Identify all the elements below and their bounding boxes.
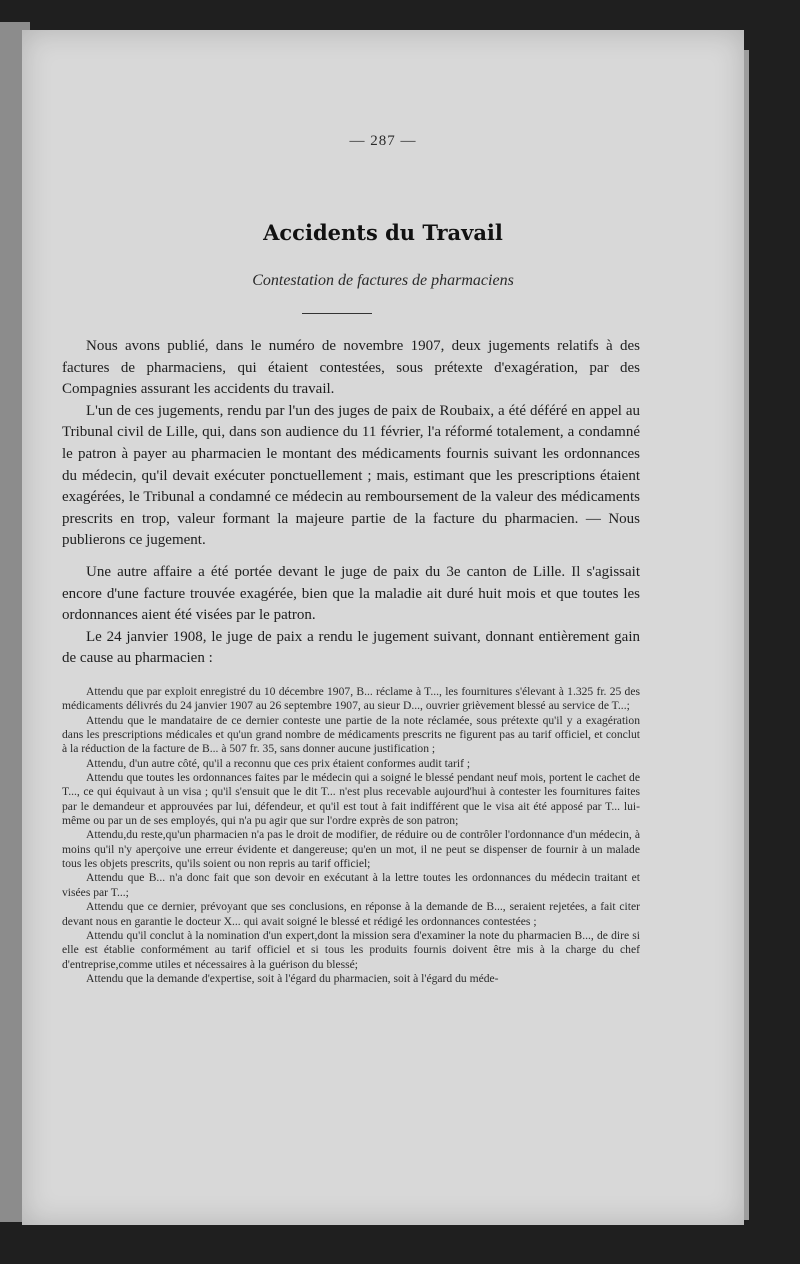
body-paragraph: Le 24 janvier 1908, le juge de paix a rendu le jugement suivant, donnant entièrement gain de cause au pharmacien : (62, 628, 640, 667)
body-paragraph: Nous avons publié, dans le numéro de novembre 1907, deux jugements relatifs à des factures de pharmaciens, qui étaient contestées, sous prétexte d'exagération, par des Compagnies assurant les accidents du travail. (62, 338, 640, 398)
judgment-paragraph: Attendu que ce dernier, prévoyant que ses conclusions, en réponse à la demande de B..., seraient rejetées, a fait citer devant nous en garantie le docteur X... qui avait soigné le blessé et rédigé les ordonnances contestées ; (62, 900, 640, 928)
title-divider (302, 313, 372, 314)
judgment-paragraph: Attendu, d'un autre côté, qu'il a reconnu que ces prix étaient conformes audit tarif ; (86, 756, 471, 770)
body-paragraph: Une autre affaire a été portée devant le juge de paix du 3e canton de Lille. Il s'agissait encore d'une facture trouvée exagérée, bien que la maladie ait duré huit mois et que toutes les ordonnances aient été visées par le patron. (62, 563, 640, 624)
article-body (62, 336, 640, 670)
judgment-paragraph: Attendu que le mandataire de ce dernier conteste une partie de la note réclamée, sous prétexte qu'il y a exagération dans les prescriptions médicales et qu'un grand nombre de médicaments prescrits ne figurent pas au tarif officiel, et conclut à la réduction de la facture de B... à 507 fr. 35, sans donner aucune justification ; (62, 713, 640, 756)
article-title: Accidents du Travail (263, 220, 503, 245)
document-page (22, 30, 744, 1225)
judgment-text (62, 685, 640, 986)
article-subtitle: Contestation de factures de pharmaciens (252, 272, 514, 289)
judgment-paragraph: Attendu que par exploit enregistré du 10 décembre 1907, B... réclame à T..., les fournitures s'élevant à 1.325 fr. 25 des médicaments délivrés du 24 janvier 1907 au 26 septembre 1907, au sieur D..., ouvrier grièvement blessé au service de T...; (62, 685, 640, 713)
body-paragraph: L'un de ces jugements, rendu par l'un des juges de paix de Roubaix, a été déféré en appel au Tribunal civil de Lille, qui, dans son audience du 11 février, l'a réformé totalement, a condamné le patron à payer au pharmacien le montant des médicaments fournis suivant les ordonnances du médecin, qu'il devait exécuter ponctuellement ; mais, estimant que les prescriptions étaient exagérées, le Tribunal a condamné ce médecin au remboursement de la valeur des médicaments prescrits en trop, valeur formant la majeure partie de la facture du pharmacien. — Nous publierons ce jugement. (62, 402, 640, 549)
judgment-paragraph: Attendu que B... n'a donc fait que son devoir en exécutant à la lettre toutes les ordonnances du médecin traitant et visées par T...; (62, 871, 640, 899)
judgment-paragraph: Attendu que la demande d'expertise, soit à l'égard du pharmacien, soit à l'égard du méde- (86, 971, 499, 985)
page-number: — 287 — (349, 133, 417, 149)
judgment-paragraph: Attendu,du reste,qu'un pharmacien n'a pas le droit de modifier, de réduire ou de contrôler l'ordonnance d'un médecin, à moins qu'il n'y aperçoive une erreur évidente et dangereuse; qu'en un mot, il ne peut se dispenser de fournir à un malade tous les objets prescrits, qu'ils soient ou non repris au tarif officiel; (62, 828, 640, 871)
judgment-paragraph: Attendu que toutes les ordonnances faites par le médecin qui a soigné le blessé pendant neuf mois, portent le cachet de T..., ce qui équivaut à un visa ; qu'il s'ensuit que le dit T... n'est plus recevable aujourd'hui à contester les fournitures faites par le demandeur et approuvées par lui, défendeur, et qu'il est tout à fait indifférent que le visa ait été apposé par T... lui-même ou par un de ses employés, qui n'a pu agir que sur l'ordre exprès de son patron; (62, 771, 640, 828)
judgment-paragraph: Attendu qu'il conclut à la nomination d'un expert,dont la mission sera d'examiner la note du pharmacien B..., de dire si elle est établie conformément au tarif officiel et si tous les produits fournis doivent être mis à la charge du chef d'entreprise,comme utiles et nécessaires à la guérison du blessé; (62, 928, 640, 971)
